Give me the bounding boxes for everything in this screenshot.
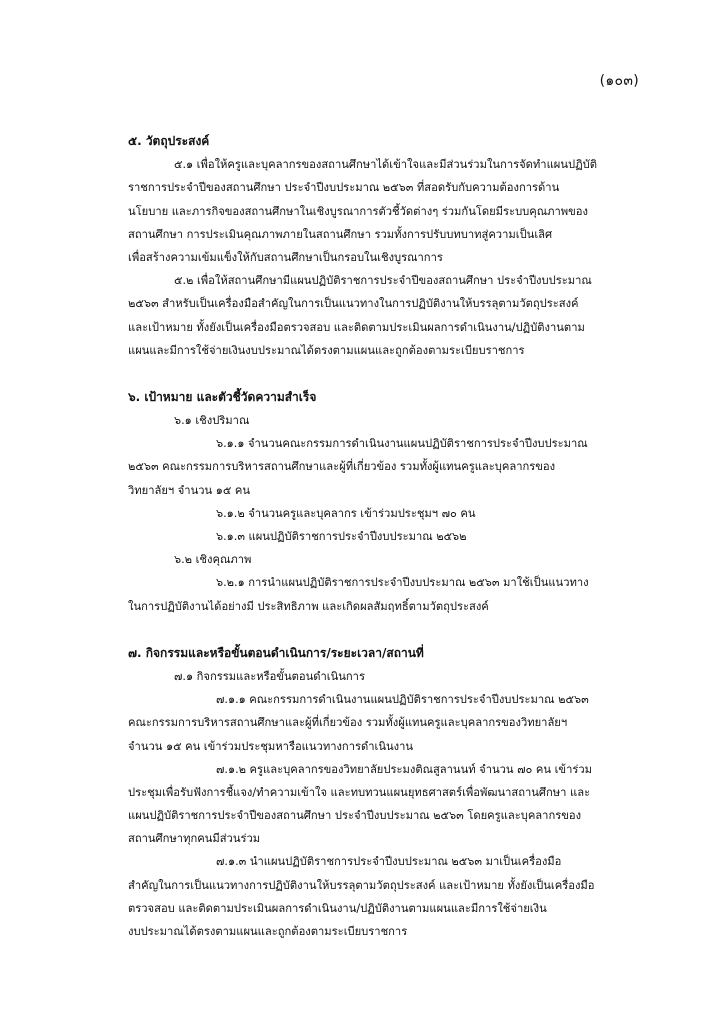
paragraph-line: แผนและมีการใช้จ่ายเงินงบประมาณได้ตรงตามแผนและถูกต้องตามระเบียบราชการ — [128, 343, 525, 357]
section-5-heading: ๕. วัตถุประสงค์ — [128, 134, 210, 148]
section-spacer — [128, 362, 648, 386]
paragraph-line: ๖.๑.๑ จำนวนคณะกรรมการดำเนินงานแผนปฏิบัติราชการประจำปีงบประมาณ — [216, 437, 588, 451]
paragraph-line: ๒๕๖๓ คณะกรรมการบริหารสถานศึกษาและผู้ที่เกี่ยวข้อง รวมทั้งผู้แทนครูและบุคลากรของ — [128, 460, 556, 474]
paragraph-line: ในการปฏิบัติงานได้อย่างมี ประสิทธิภาพ และเกิดผลสัมฤทธิ์ตามวัตถุประสงค์ — [128, 599, 489, 613]
paragraph-line: จำนวน ๑๕ คน เข้าร่วมประชุมหารือแนวทางการดำเนินงาน — [128, 739, 414, 753]
subheading-line: ๖.๑ เชิงปริมาณ — [174, 414, 250, 428]
paragraph-line: สำคัญในการเป็นแนวทางการปฏิบัติงานให้บรรลุตามวัตถุประสงค์ และเป้าหมาย ทั้งยังเป็นเครื่องมือ — [128, 878, 595, 892]
page-number: (๑๐๓) — [599, 73, 639, 89]
paragraph-line: สถานศึกษาทุกคนมีส่วนร่วม — [128, 832, 261, 846]
document-body — [128, 130, 648, 943]
paragraph-line: ๖.๒.๑ การนำแผนปฏิบัติราชการประจำปีงบประมาณ ๒๕๖๓ มาใช้เป็นแนวทาง — [216, 576, 589, 590]
paragraph-line: วิทยาลัยฯ จำนวน ๑๕ คน — [128, 483, 250, 497]
paragraph-line: เพื่อสร้างความเข้มแข็งให้กับสถานศึกษาเป็นกรอบในเชิงบูรณาการ — [128, 250, 443, 264]
paragraph-line: ๗.๑.๓ นำแผนปฏิบัติราชการประจำปีงบประมาณ ๒๕๖๓ มาเป็นเครื่องมือ — [216, 855, 562, 869]
paragraph-line: ประชุมเพื่อรับฟังการชี้แจง/ทำความเข้าใจ และทบทวนแผนยุทธศาสตร์เพื่อพัฒนาสถานศึกษา และ — [128, 785, 591, 799]
paragraph-line: ๗.๑.๒ ครูและบุคลากรของวิทยาลัยประมงติณสูลานนท์ จำนวน ๗๐ คน เข้าร่วม — [216, 762, 593, 776]
paragraph-line: ๗.๑.๑ คณะกรรมการดำเนินงานแผนปฏิบัติราชการประจำปีงบประมาณ ๒๕๖๓ — [216, 693, 589, 707]
paragraph-line: คณะกรรมการบริหารสถานศึกษาและผู้ที่เกี่ยวข้อง รวมทั้งผู้แทนครูและบุคลากรของวิทยาลัยฯ — [128, 716, 568, 730]
subheading-line: ๖.๒ เชิงคุณภาพ — [174, 553, 252, 567]
paragraph-line: ๒๕๖๓ สำหรับเป็นเครื่องมือสำคัญในการเป็นแนวทางในการปฏิบัติงานให้บรรลุตามวัตถุประสงค์ — [128, 297, 579, 311]
paragraph-line: ราชการประจำปีของสถานศึกษา ประจำปีงบประมาณ ๒๕๖๓ ที่สอดรับกับความต้องการด้าน — [128, 181, 560, 195]
subheading-line: ๗.๑ กิจกรรมและหรือขั้นตอนดำเนินการ — [174, 669, 365, 683]
paragraph-line: และเป้าหมาย ทั้งยังเป็นเครื่องมือตรวจสอบ และติดตามประเมินผลการดำเนินงาน/ปฏิบัติงานตาม — [128, 320, 585, 334]
paragraph-line: ๕.๑ เพื่อให้ครูและบุคลากรของสถานศึกษาได้เข้าใจและมีส่วนร่วมในการจัดทำแผนปฏิบัติ — [174, 158, 597, 172]
section-7-heading: ๗. กิจกรรมและหรือขั้นตอนดำเนินการ/ระยะเวลา/สถานที่ — [128, 645, 424, 660]
paragraph-line: งบประมาณได้ตรงตามแผนและถูกต้องตามระเบียบราชการ — [128, 925, 408, 938]
paragraph-line: สถานศึกษา การประเมินคุณภาพภายในสถานศึกษา รวมทั้งการปรับบทบาทสู่ความเป็นเลิศ — [128, 227, 553, 241]
paragraph-line: แผนปฏิบัติราชการประจำปีของสถานศึกษา ประจำปีงบประมาณ ๒๕๖๓ โดยครูและบุคลากรของ — [128, 809, 582, 823]
section-spacer — [128, 618, 648, 642]
paragraph-line: นโยบาย และภารกิจของสถานศึกษาในเชิงบูรณาการตัวชี้วัดต่างๆ ร่วมกันโดยมีระบบคุณภาพของ — [128, 204, 588, 218]
paragraph-line: ๖.๑.๒ จำนวนครูและบุคลากร เข้าร่วมประชุมฯ ๗๐ คน — [216, 506, 476, 520]
paragraph-line: ตรวจสอบ และติดตามประเมินผลการดำเนินงาน/ปฏิบัติงานตามแผนและมีการใช้จ่ายเงิน — [128, 901, 547, 915]
paragraph-line: ๖.๑.๓ แผนปฏิบัติราชการประจำปีงบประมาณ ๒๕๖๒ — [216, 530, 467, 543]
paragraph-line: ๕.๒ เพื่อให้สถานศึกษามีแผนปฏิบัติราชการประจำปีของสถานศึกษา ประจำปีงบประมาณ — [174, 274, 592, 288]
section-6-heading: ๖. เป้าหมาย และตัวชี้วัดความสำเร็จ — [128, 389, 317, 404]
